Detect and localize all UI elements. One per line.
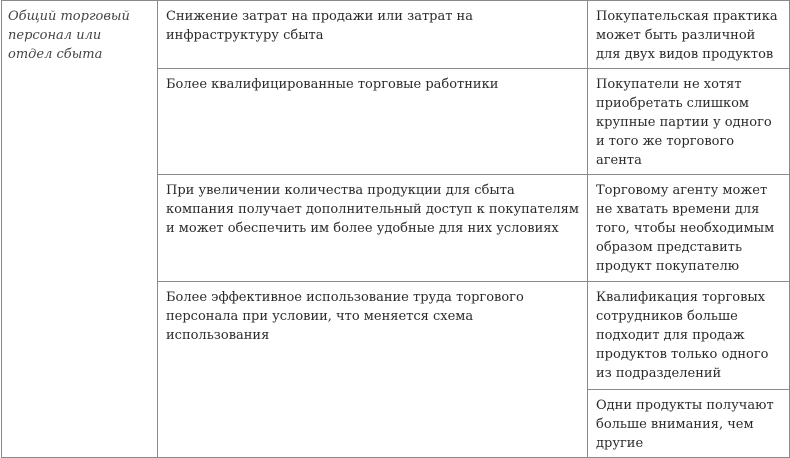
- disadvantage-cell: Покупательская практика может быть различной для двух видов продуктов: [588, 1, 790, 69]
- category-cell: Общий торговый персонал или отдел сбыта: [2, 1, 158, 458]
- disadvantage-cell: Одни продукты получают больше внимания, чем другие: [588, 390, 790, 458]
- table-row: [2, 1, 790, 69]
- disadvantage-cell: Торговому агенту может не хватать времени для того, чтобы необходимым образом представить продукт покупателю: [588, 175, 790, 282]
- comparison-table-container: [1, 0, 789, 451]
- comparison-table: [1, 0, 790, 458]
- advantage-cell: Более эффективное использование труда торгового персонала при условии, что меняется схема использования: [158, 282, 588, 458]
- advantage-cell: При увеличении количества продукции для сбыта компания получает дополнительный доступ к покупателям и может обеспечить им более удобные для них условиях: [158, 175, 588, 282]
- advantage-cell: Снижение затрат на продажи или затрат на инфраструктуру сбыта: [158, 1, 588, 69]
- disadvantage-cell: Покупатели не хотят приобретать слишком крупные партии у одного и того же торгового агента: [588, 69, 790, 175]
- disadvantage-cell: Квалификация торговых сотрудников больше подходит для продаж продуктов только одного из подразделений: [588, 282, 790, 390]
- advantage-cell: Более квалифицированные торговые работники: [158, 69, 588, 175]
